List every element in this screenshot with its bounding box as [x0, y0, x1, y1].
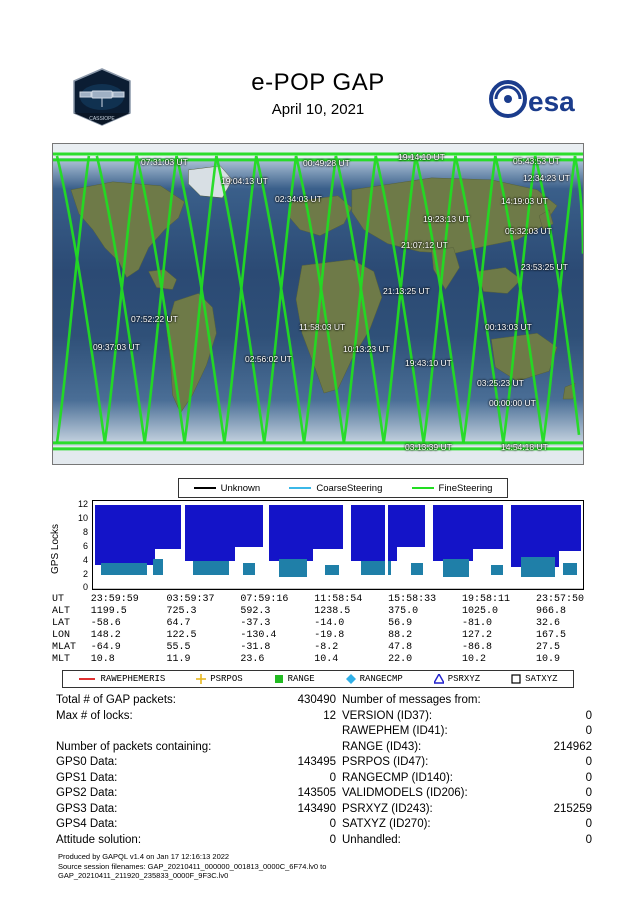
stat-row: SATXYZ (ID270): 0	[342, 818, 592, 830]
footer-provenance	[58, 852, 618, 881]
statistics-right-column	[342, 694, 592, 849]
legend-label-unknown: Unknown	[220, 482, 261, 494]
stat-row: PSRXYZ (ID243): 215259	[342, 802, 592, 815]
table-row: UT 23:59:59 03:59:37 07:59:16 11:58:54 15:58:33 19:58:11 23:57:50	[52, 594, 584, 605]
legend-label-finesteering: FineSteering	[438, 482, 493, 494]
legend-item-coarsesteering	[289, 483, 382, 494]
table-row: LAT -58.6 64.7 -37.3 -14.0 56.9 -81.0 32.6	[52, 618, 560, 629]
stat-row: RANGE (ID43): 214962	[342, 740, 592, 753]
legend-item-range	[274, 674, 315, 684]
legend-swatch-finesteering	[412, 487, 434, 489]
gps-locks-data	[93, 501, 583, 589]
legend-item-unknown	[194, 483, 261, 494]
legend-item-psrxyz	[434, 674, 480, 684]
legend-label-coarsesteering: CoarseSteering	[316, 482, 383, 494]
gps-locks-plot-area	[92, 500, 584, 590]
legend-swatch-unknown	[194, 487, 216, 489]
legend-swatch-coarsesteering	[289, 487, 311, 489]
stat-row: VERSION (ID37): 0	[342, 709, 592, 722]
gps-locks-ylabel: GPS Locks	[50, 523, 61, 575]
legend-marker-triangle-icon	[434, 674, 444, 684]
stat-row: GPS1 Data: 0	[56, 771, 336, 784]
footer-line-3: GAP_20210411_211920_235833_0000F_9F3C.lv0	[58, 871, 229, 880]
legend-marker-plus-icon	[196, 674, 206, 684]
gps-locks-yticks: 12 10 8 6 4 2 0	[77, 499, 88, 592]
legend-label-range: RANGE	[287, 674, 315, 684]
stat-row-heading: Number of packets containing:	[56, 740, 212, 753]
esa-logo-icon	[488, 77, 598, 121]
track-type-legend	[178, 478, 508, 498]
stat-row: RANGECMP (ID140): 0	[342, 771, 592, 784]
stat-row: RAWEPHEM (ID41): 0	[342, 725, 592, 737]
legend-item-rawephemeris	[78, 674, 165, 684]
legend-item-rangecmp	[346, 674, 403, 684]
orbit-parameter-table	[52, 594, 584, 666]
legend-item-psrpos	[196, 674, 242, 684]
legend-label-rangecmp: RANGECMP	[359, 674, 403, 684]
svg-text:esa: esa	[528, 86, 575, 117]
table-row: LON 148.2 122.5 -130.4 -19.8 88.2 127.2 167.5	[52, 630, 566, 641]
stat-row: Unhandled: 0	[342, 833, 592, 846]
stat-row: Max # of locks: 12	[56, 709, 336, 722]
map-continents	[53, 144, 583, 465]
legend-marker-square-open-icon	[511, 674, 521, 684]
legend-label-rawephemeris: RAWEPHEMERIS	[100, 674, 166, 684]
legend-item-finesteering	[412, 483, 493, 494]
stat-row: PSRPOS (ID47): 0	[342, 756, 592, 768]
stat-row: Attitude solution: 0	[56, 833, 336, 846]
legend-label-psrpos: PSRPOS	[210, 674, 243, 684]
message-type-legend	[62, 670, 574, 688]
stat-row-spacer	[56, 725, 336, 741]
stat-row: GPS2 Data: 143505	[56, 787, 336, 799]
world-map-orbit-track: 07:31:03 UT 00:49:28 UT 19:14:10 UT 05:43:53 UT 19:04:13 UT 12:34:23 UT 02:34:03 UT 14:19:03 UT 19:23:13 UT 05:32:03 UT 21:07:12 UT 23:53:25 UT 21:13:25 UT 07:52:22 UT 11:58:03 UT 00:13:03 UT 09:37:03 UT 10:13:23 UT 02:56:02 UT 19:43:10 UT 03:25:23 UT 00:00:00 UT 03:13:39 UT 14:54:18 UT	[52, 143, 584, 465]
legend-marker-square-icon	[274, 674, 284, 684]
stat-row: GPS3 Data: 143490	[56, 802, 336, 815]
page-title: e-POP GAP	[251, 69, 385, 96]
stat-row: VALIDMODELS (ID206): 0	[342, 787, 592, 799]
page-header	[0, 55, 636, 145]
stat-row-heading: Number of messages from:	[342, 694, 481, 706]
stat-row: GPS4 Data: 0	[56, 818, 336, 830]
table-row: MLAT -64.9 55.5 -31.8 -8.2 47.8 -86.8 27.5	[52, 642, 560, 653]
gps-locks-plot	[52, 500, 584, 590]
footer-line-2: Source session filenames: GAP_20210411_000000_001813_0000C_6F74.lv0 to	[58, 861, 327, 871]
footer-line-1: Produced by GAPQL v1.4 on Jan 17 12:16:13 2022	[58, 852, 230, 861]
statistics-left-column	[56, 694, 336, 849]
legend-marker-line-icon	[78, 675, 96, 683]
stat-row: GPS0 Data: 143495	[56, 756, 336, 768]
legend-label-satxyz: SATXYZ	[525, 674, 558, 684]
svg-text:CASSIOPE: CASSIOPE	[89, 116, 115, 122]
stat-row: Total # of GAP packets: 430490	[56, 694, 336, 706]
legend-item-satxyz	[511, 674, 557, 684]
page-subtitle: April 10, 2021	[271, 101, 365, 118]
table-row: MLT 10.8 11.9 23.6 10.4 22.0 10.2 10.9	[52, 654, 560, 665]
legend-marker-diamond-icon	[346, 674, 356, 684]
legend-label-psrxyz: PSRXYZ	[447, 674, 481, 684]
table-row: ALT 1199.5 725.3 592.3 1238.5 375.0 1025.0 966.8	[52, 606, 566, 617]
